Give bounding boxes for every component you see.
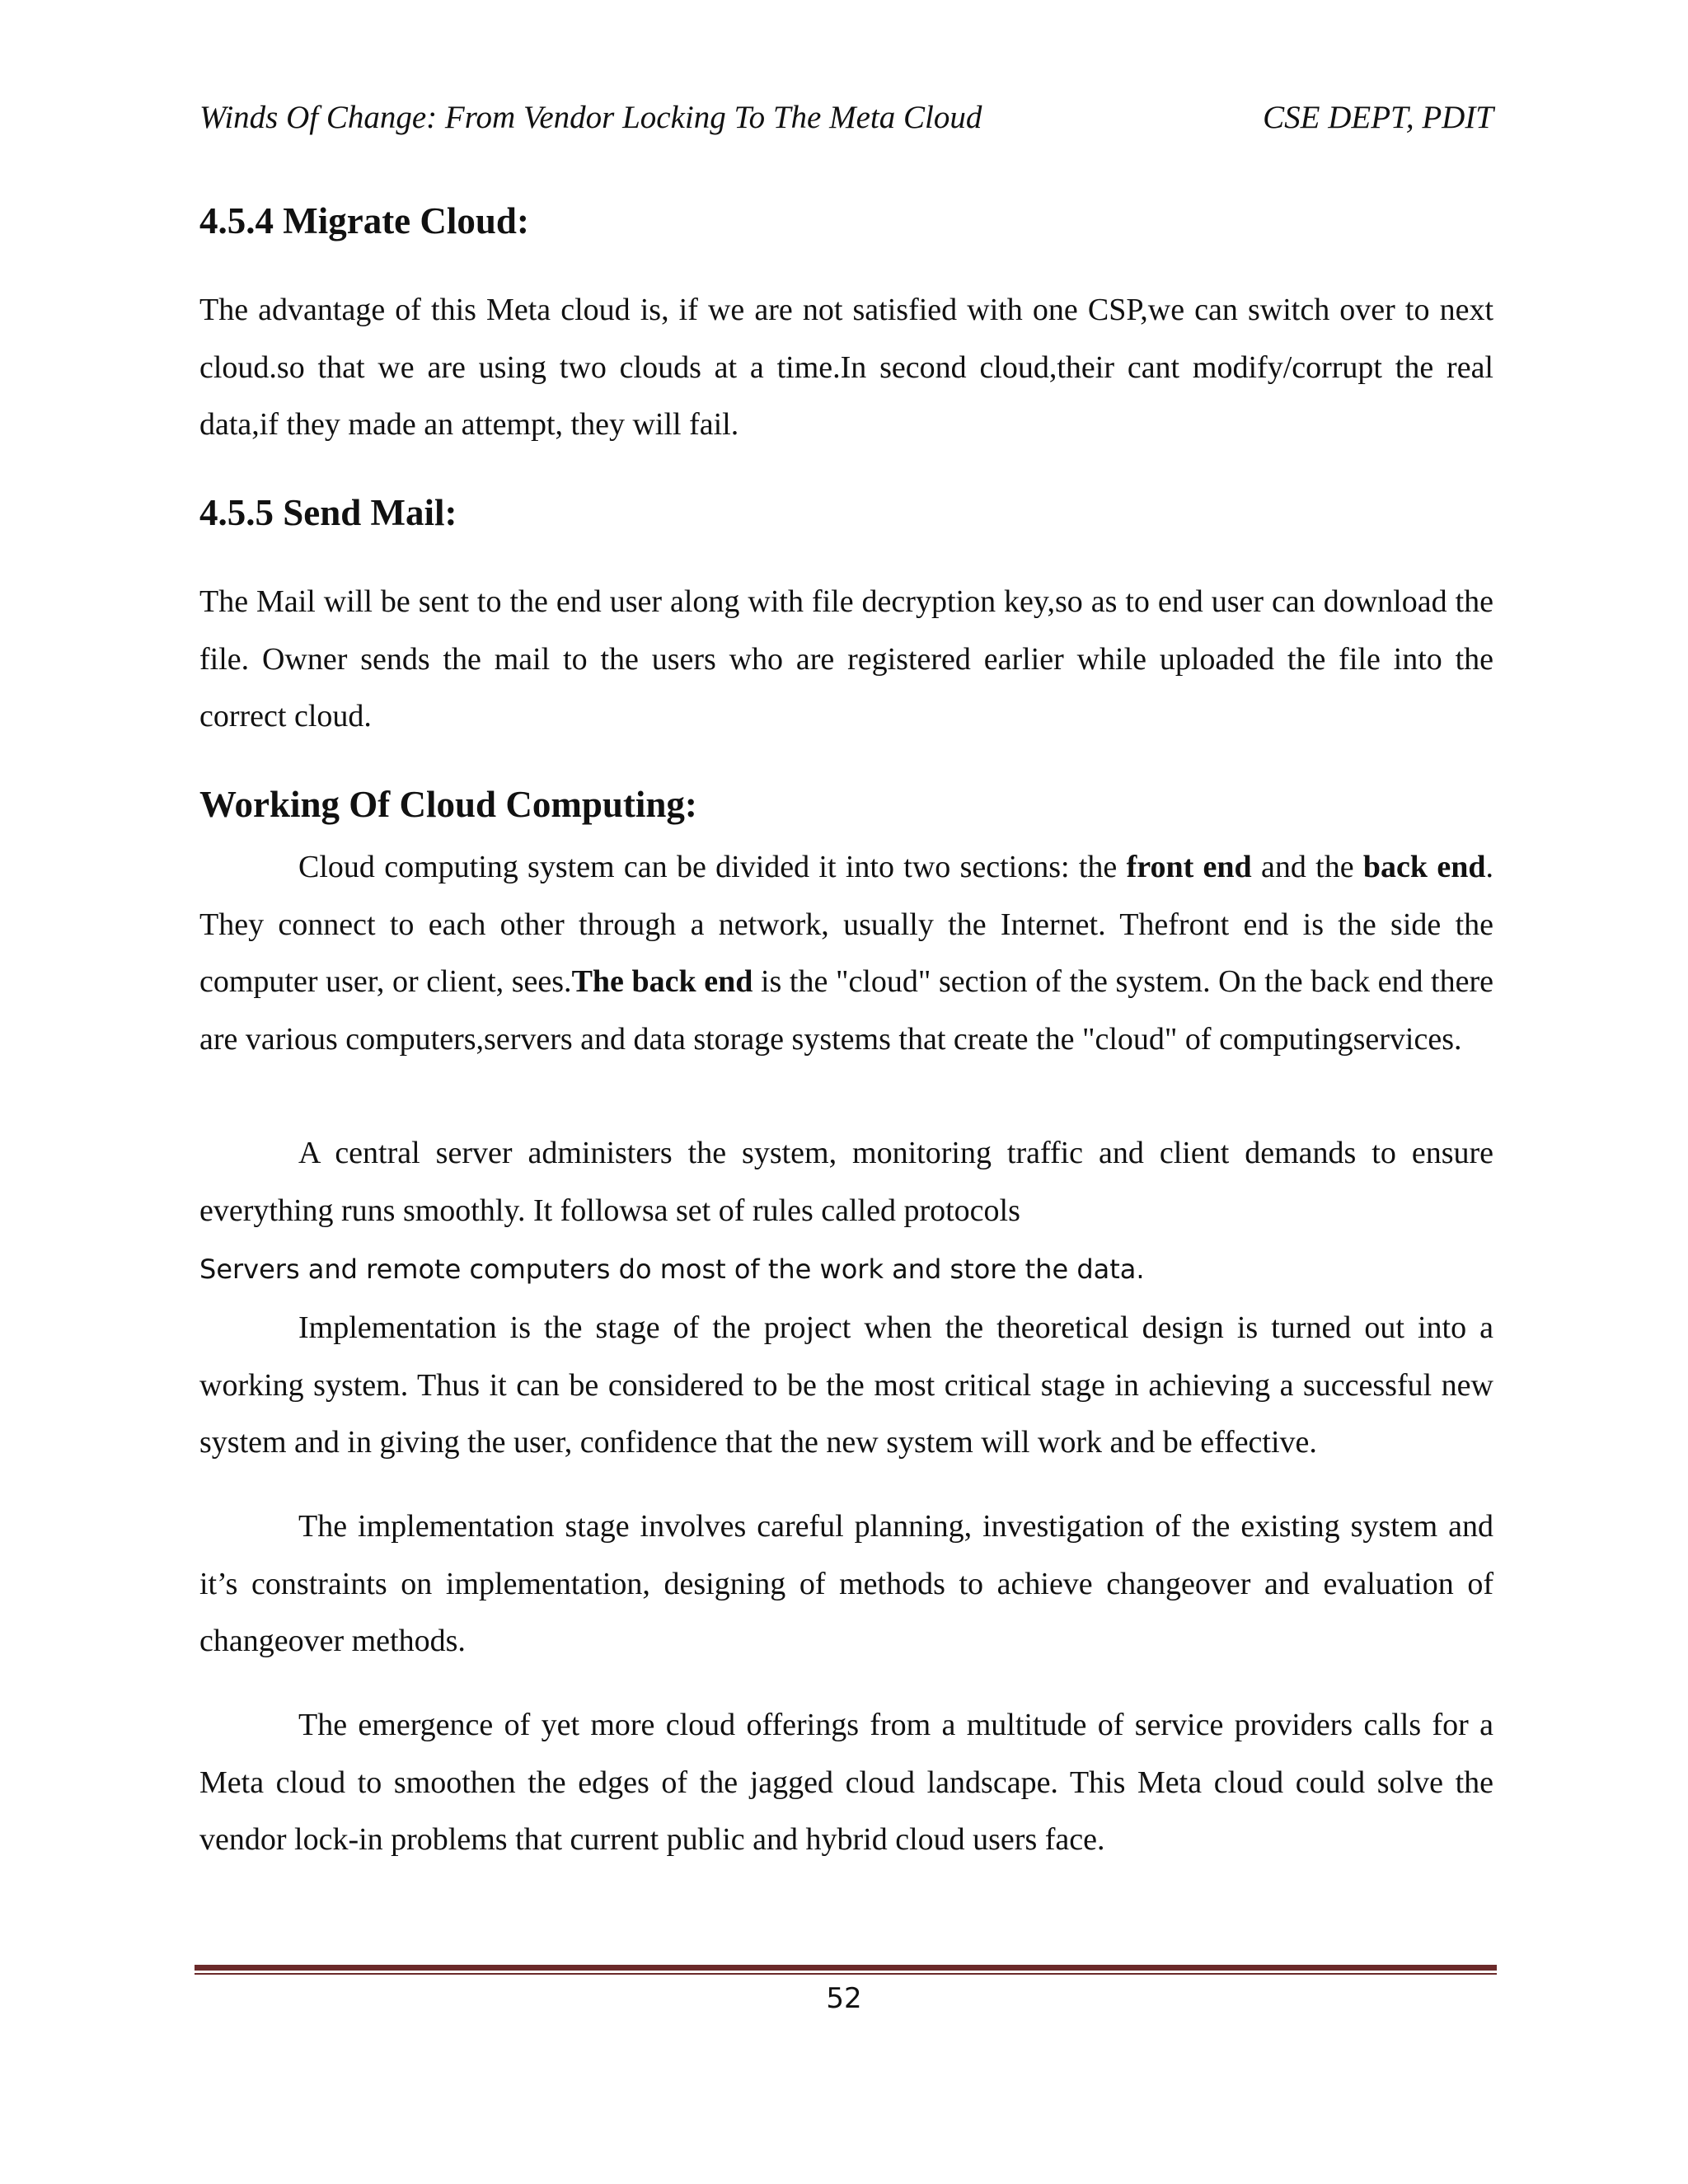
paragraph-meta-cloud: The emergence of yet more cloud offerings from a multitude of service providers calls for a Meta cloud to smoothen the edges of the jagged cloud landscape. This Meta cloud could solve the vendor lock-in problems that current public and hybrid cloud users face. (199, 1708, 1493, 1857)
header-title: Winds Of Change: From Vendor Locking To The Meta Cloud (199, 100, 982, 135)
heading-send-mail: 4.5.5 Send Mail: (199, 492, 457, 533)
text-run: . They connect to each other through a network, usually the Internet. Thefront end is the side the computer user, or client, sees. (199, 850, 1493, 999)
footer-rule-thick (195, 1965, 1497, 1971)
header-department: CSE DEPT, PDIT (1263, 100, 1493, 135)
paragraph-migrate-cloud: The advantage of this Meta cloud is, if we are not satisfied with one CSP,we can switch over to next cloud.so that we are using two clouds at a time.In second cloud,their cant modify/corrupt the real data,if they made an attempt, they will fail. (199, 293, 1493, 442)
paragraph-implementation-stage: The implementation stage involves careful planning, investigation of the existing system and it’s constraints on implementation, designing of methods to achieve changeover and evaluation of changeover methods. (199, 1509, 1493, 1658)
heading-migrate-cloud: 4.5.4 Migrate Cloud: (199, 200, 529, 241)
footer-rule-thin (195, 1973, 1497, 1975)
text-run: Cloud computing system can be divided it into two sections: the (298, 850, 1127, 884)
text-run: and the (1251, 850, 1363, 884)
bold-the-back-end: The back end (571, 964, 753, 999)
paragraph-send-mail: The Mail will be sent to the end user along with file decryption key,so as to end user can download the file. Owner sends the mail to the users who are registered earlier while uploaded the file into the correct cloud. (199, 584, 1493, 733)
footer-rule (195, 1965, 1497, 1976)
line-servers-remote: Servers and remote computers do most of the work and store the data. (199, 1254, 1145, 1285)
bold-back-end: back end (1362, 850, 1486, 884)
page-number: 52 (826, 1982, 862, 2015)
bold-front-end: front end (1126, 850, 1252, 884)
text-run: is the "cloud" section of the system. On the back end there are various computers,servers and data storage systems that create the "cloud" of computingservices. (199, 964, 1493, 1057)
paragraph-front-back-end (199, 839, 1493, 1068)
heading-working-of-cloud: Working Of Cloud Computing: (199, 784, 697, 825)
paragraph-central-server: A central server administers the system, monitoring traffic and client demands to ensure everything runs smoothly. It followsa set of rules called protocols (199, 1136, 1493, 1228)
paragraph-implementation: Implementation is the stage of the project when the theoretical design is turned out into a working system. Thus it can be considered to be the most critical stage in achieving a successful new system and in giving the user, confidence that the new system will work and be effective. (199, 1310, 1493, 1460)
running-header (199, 97, 1493, 138)
